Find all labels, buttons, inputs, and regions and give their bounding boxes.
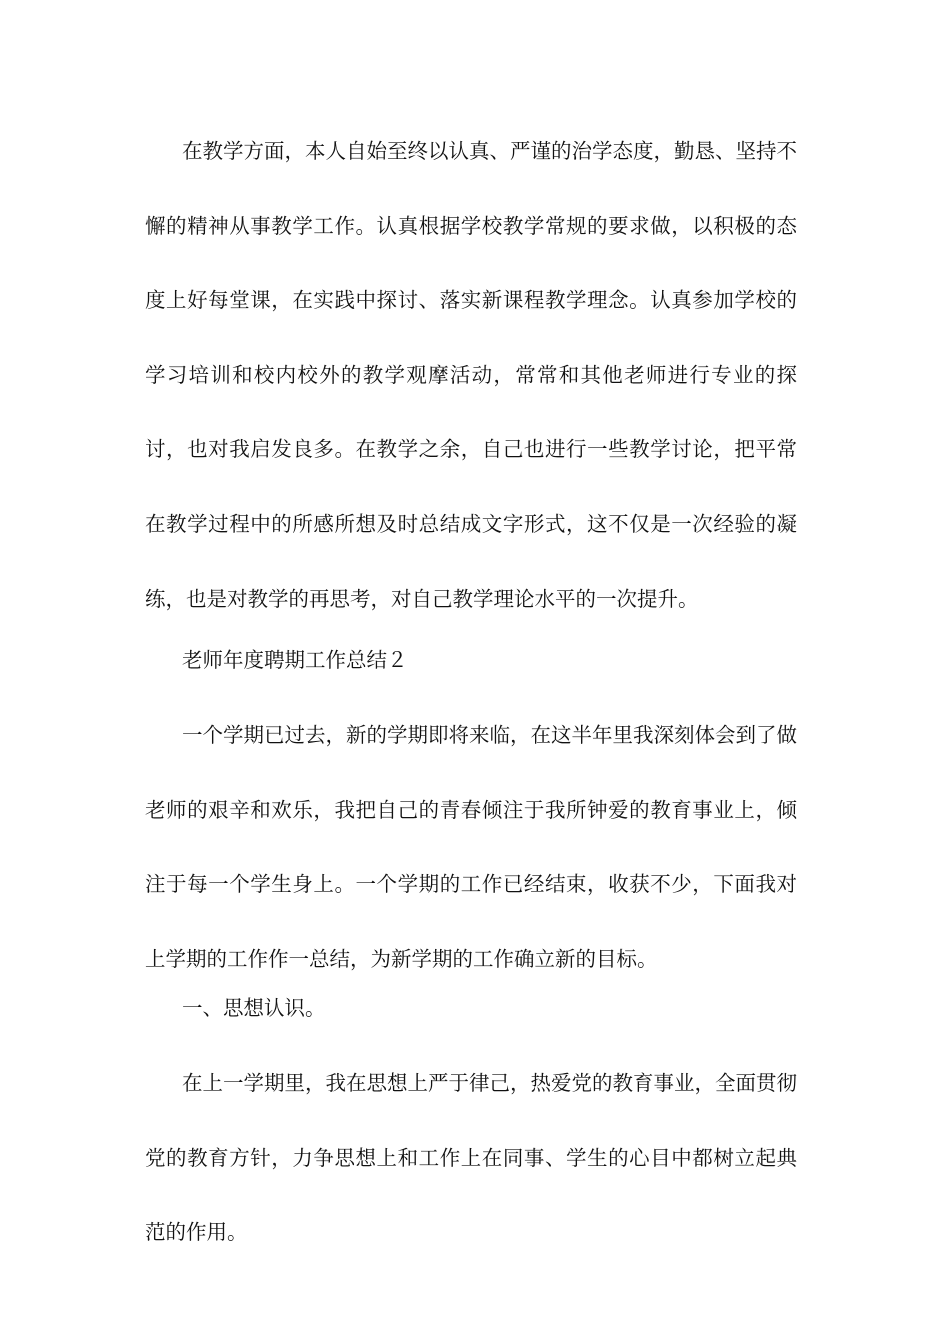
- section-title-summary-2: 老师年度聘期工作总结２: [182, 648, 408, 672]
- paragraph-ideology: 在上一学期里，我在思想上严于律己，热爱党的教育事业，全面贯彻党的教育方针，力争思想上和工作上在同事、学生的心目中都树立起典范的作用。: [145, 1071, 797, 1245]
- paragraph-teaching: 在教学方面，本人自始至终以认真、严谨的治学态度，勤恳、坚持不懈的精神从事教学工作。认真根据学校教学常规的要求做，以积极的态度上好每堂课，在实践中探讨、落实新课程教学理念。认真参加学校的学习培训和校内校外的教学观摩活动，常常和其他老师进行专业的探讨，也对我启发良多。在教学之余，自己也进行一些教学讨论，把平常在教学过程中的所感所想及时总结成文字形式，这不仅是一次经验的凝练，也是对教学的再思考，对自己教学理论水平的一次提升。: [145, 139, 797, 611]
- heading-ideology: 一、思想认识。: [182, 996, 326, 1020]
- paragraph-semester-intro: 一个学期已过去，新的学期即将来临，在这半年里我深刻体会到了做老师的艰辛和欢乐，我把自己的青春倾注于我所钟爱的教育事业上，倾注于每一个学生身上。一个学期的工作已经结束，收获不少，下面我对上学期的工作作一总结，为新学期的工作确立新的目标。: [145, 723, 797, 971]
